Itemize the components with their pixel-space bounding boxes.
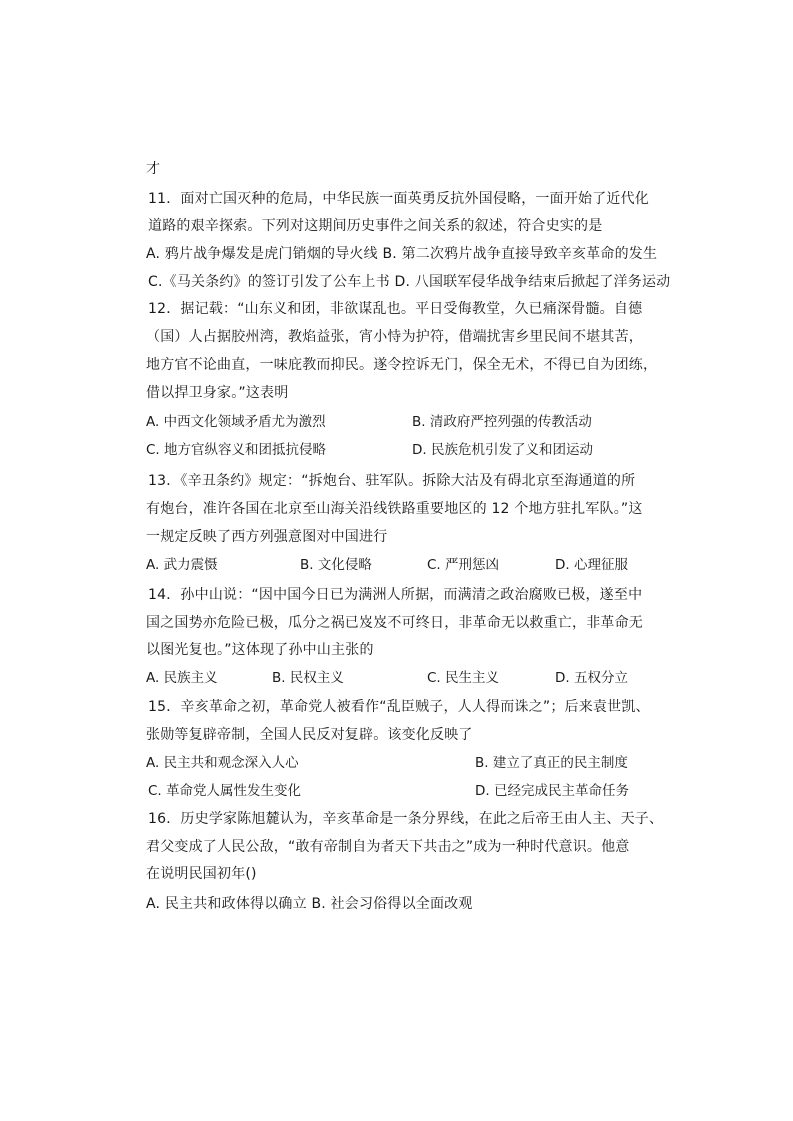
q12-option-b: B. 清政府严控列强的传教活动 [412, 414, 592, 430]
q11-stem-line2: 道路的艰辛探索。下列对这期间历史事件之间关系的叙述，符合史实的是 [148, 218, 603, 234]
q16-options-row1: A. 民主共和政体得以确立 B. 社会习俗得以全面改观 [146, 896, 473, 912]
q11-options-row2: C.《马关条约》的签订引发了公车上书 D. 八国联军侵华战争结束后掀起了洋务运动 [148, 274, 671, 290]
q16-stem-line2: 君父变成了人民公敌，“敢有帝制自为者天下共击之”成为一种时代意识。他意 [146, 839, 630, 855]
lead-char: 才 [146, 161, 161, 177]
q13-option-c: C. 严刑惩凶 [427, 557, 500, 573]
q12-stem-line3: 地方官不论曲直，一味庇教而抑民。遂令控诉无门，保全无术，不得已自为团练， [146, 357, 658, 373]
q14-option-a: A. 民族主义 [146, 670, 218, 686]
q15-stem-line2: 张勋等复辟帝制，全国人民反对复辟。该变化反映了 [146, 727, 473, 743]
q14-option-b: B. 民权主义 [272, 670, 344, 686]
q16-stem-line1: 16．历史学家陈旭麓认为，辛亥革命是一条分界线，在此之后帝王由人主、天子、 [148, 811, 664, 827]
q13-option-d: D. 心理征服 [555, 557, 628, 573]
q15-option-a: A. 民主共和观念深入人心 [146, 755, 299, 771]
q14-stem-line2: 国之国势亦危险已极，瓜分之祸已岌岌不可终日，非革命无以救重亡，非革命无 [146, 615, 643, 631]
q14-stem-line3: 以图光复也。”这体现了孙中山主张的 [146, 642, 374, 658]
q15-stem-line1: 15．辛亥革命之初，革命党人被看作“乱臣贼子，人人得而诛之”；后来袁世凯、 [148, 699, 650, 715]
q13-stem-line3: 一规定反映了西方列强意图对中国进行 [146, 529, 388, 545]
q12-option-a: A. 中西文化领域矛盾尤为激烈 [146, 414, 326, 430]
q11-stem-line1: 11．面对亡国灭种的危局，中华民族一面英勇反抗外国侵略，一面开始了近代化 [148, 191, 650, 207]
q15-option-b: B. 建立了真正的民主制度 [475, 755, 628, 771]
q15-option-c: C. 革命党人属性发生变化 [148, 783, 302, 799]
q12-option-c: C. 地方官纵容义和团抵抗侵略 [146, 442, 327, 458]
q14-option-d: D. 五权分立 [555, 670, 628, 686]
q14-option-c: C. 民生主义 [427, 670, 500, 686]
q15-option-d: D. 已经完成民主革命任务 [475, 783, 629, 799]
q12-stem-line4: 借以捍卫身家。”这表明 [146, 385, 289, 401]
q13-stem-line1: 13．《辛丑条约》规定：“拆炮台、驻军队。拆除大沽及有碍北京至海通道的所 [148, 473, 636, 489]
q13-option-b: B. 文化侵略 [300, 557, 372, 573]
q12-stem-line1: 12．据记载：“山东义和团，非欲谋乱也。平日受侮教堂，久已痛深骨髓。自德 [148, 301, 643, 317]
q12-option-d: D. 民族危机引发了义和团运动 [412, 442, 593, 458]
q12-stem-line2: （国）人占据胶州湾，教焰益张，宵小恃为护符，借端扰害乡里民间不堪其苦， [146, 329, 643, 345]
q13-stem-line2: 有炮台，准许各国在北京至山海关沿线铁路重要地区的 12 个地方驻扎军队。”这 [146, 501, 643, 517]
q14-stem-line1: 14．孙中山说：“因中国今日已为满洲人所据，而满清之政治腐败已极，遂至中 [148, 587, 643, 603]
q16-stem-line3: 在说明民国初年() [146, 866, 257, 882]
q13-option-a: A. 武力震慑 [146, 557, 218, 573]
q11-options-row1: A. 鸦片战争爆发是虎门销烟的导火线 B. 第二次鸦片战争直接导致辛亥革命的发生 [146, 246, 658, 262]
